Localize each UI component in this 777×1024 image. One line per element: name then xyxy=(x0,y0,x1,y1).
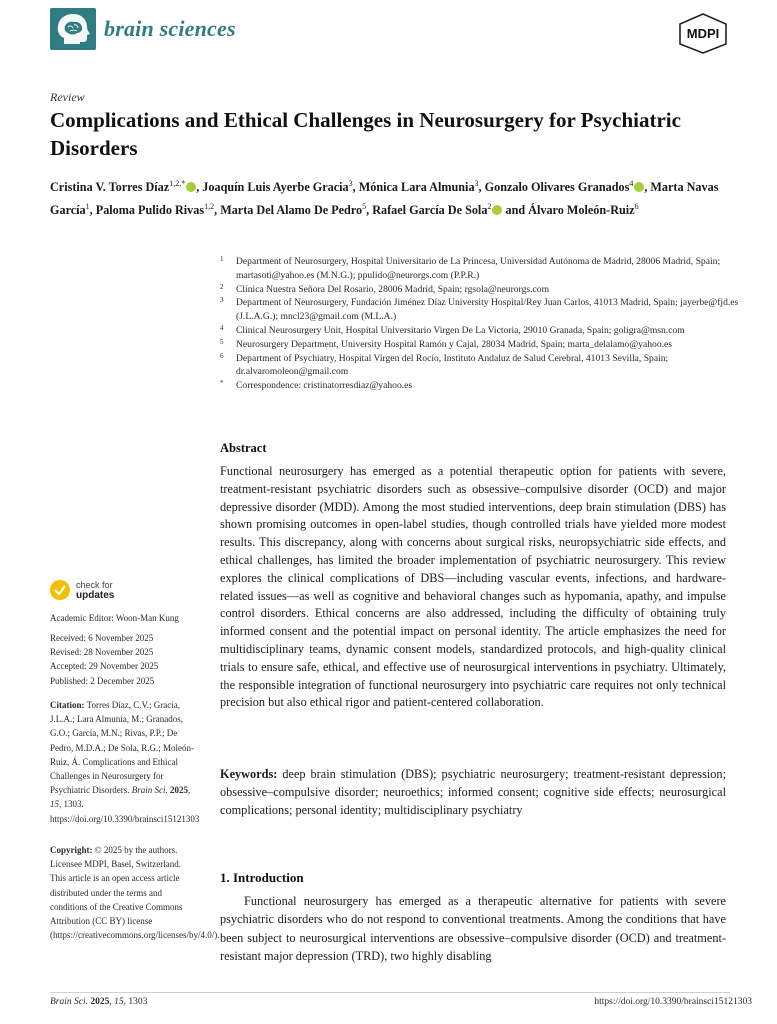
footer-volume: 15 xyxy=(114,997,124,1007)
author-name: Marta Navas García xyxy=(50,180,719,217)
affiliation-item xyxy=(220,352,740,380)
dates-block xyxy=(50,631,200,688)
orcid-icon[interactable] xyxy=(186,182,196,192)
author xyxy=(96,203,220,217)
author-affiliation-mark: 2 xyxy=(487,202,492,211)
author xyxy=(485,180,651,194)
affiliation-number: 4 xyxy=(220,323,224,332)
author-name: Gonzalo Olivares Granados xyxy=(484,180,630,194)
affiliation-number: 2 xyxy=(220,282,224,291)
revised-date: Revised: 28 November 2025 xyxy=(50,647,154,658)
affiliation-item xyxy=(220,379,740,393)
affiliation-item xyxy=(220,255,740,283)
journal-header xyxy=(50,8,730,54)
orcid-icon[interactable] xyxy=(492,205,502,215)
author-separator: , xyxy=(352,180,359,194)
citation-doi[interactable]: , 1303. https://doi.org/10.3390/brainsci15121303 xyxy=(50,799,200,824)
copyright-label: Copyright: xyxy=(50,845,93,855)
author-affiliation-mark: 6 xyxy=(634,202,639,211)
author xyxy=(372,203,528,217)
author-affiliation-mark: 1 xyxy=(85,202,90,211)
affiliation-item xyxy=(220,338,740,352)
author-affiliation-mark: 3 xyxy=(348,179,353,188)
author-name: Mónica Lara Almunia xyxy=(358,180,475,194)
author xyxy=(220,203,372,217)
section-heading-introduction: 1. Introduction xyxy=(220,870,304,885)
author xyxy=(202,180,358,194)
published-date: Published: 2 December 2025 xyxy=(50,675,155,686)
author-separator: , xyxy=(478,180,485,194)
affiliation-list xyxy=(220,255,740,393)
author-name: Cristina V. Torres Díaz xyxy=(50,180,170,194)
citation-text: Torres Díaz, C.V.; Gracia, J.L.A.; Lara Almunia, M.; Granados, G.O.; García, M.N.; Rivas, P.P.; De Pedro, M.D.A.; De Sola, R.G.; Moleón-Ruiz, Á. Complications and Ethical Challenges in Neurosurgery for Psychiatric Disorders. xyxy=(50,700,194,796)
brain-head-icon xyxy=(50,8,96,50)
author-affiliation-mark: 4 xyxy=(629,179,634,188)
affiliation-item xyxy=(220,324,740,338)
orcid-icon[interactable] xyxy=(634,182,644,192)
affiliation-number: 3 xyxy=(220,296,224,305)
author-separator: , xyxy=(196,180,203,194)
affiliation-text: Clínica Nuestra Señora Del Rosario, 28006 Madrid, Spain; rgsola@neurorgs.com xyxy=(236,283,550,295)
author-list xyxy=(50,174,740,220)
author-affiliation-mark: 1,2 xyxy=(204,202,215,211)
article-title: Complications and Ethical Challenges in Neurosurgery for Psychiatric Disorders xyxy=(50,108,681,160)
citation-label: Citation: xyxy=(50,700,85,710)
affiliation-text: Correspondence: cristinatorresdiaz@yahoo.es xyxy=(236,380,413,392)
abstract-heading: Abstract xyxy=(220,441,267,455)
check-for-updates-badge[interactable] xyxy=(50,578,160,604)
author-affiliation-mark: 5 xyxy=(362,202,367,211)
abstract-text: Functional neurosurgery has emerged as a potential therapeutic option for patients with severe, treatment-resistant psychiatric disorders such as obsessive–compulsive disorder (OCD) and major depressive disorder (MDD). Among the most studied interventions, deep brain stimulation (DBS) has shown promising outcomes in open-label studies, though controlled trials have yielded more modest results. This discrepancy, along with concerns about surgical risks, neuropsychiatric side effects, and ethical challenges, has limited the broader implementation of psychiatric neurosurgery. This review explores the clinical complications of DBS—including vascular events, infections, and hardware-related issues—as well as cognitive and behavioral changes such as hypomania, apathy, and impulse control disorders. Ethical concerns are also addressed, including the difficulty of obtaining truly informed consent and the potential impact on personal identity. The article emphasizes the need for multidisciplinary teams, dynamic consent models, standardized protocols, and high-quality clinical trials to ensure safe, ethical, and effective use of neurosurgical interventions in psychiatry. Ultimately, the responsible integration of functional neurosurgery into psychiatric care requires not only technical precision but also ethical rigor and patient-centered collaboration. xyxy=(220,464,726,710)
author-name: Paloma Pulido Rivas xyxy=(95,203,205,217)
author-name: Álvaro Moleón-Ruiz xyxy=(528,203,635,217)
author xyxy=(50,180,202,194)
footer-year: 2025 xyxy=(90,997,110,1007)
introduction-text: Functional neurosurgery has emerged as a therapeutic alternative for patients with severe psychiatric disorders who do not respond to conventional treatments. Among the conditions that have been subject to neurosurgical interventions are obsessive–compulsive disorder (OCD) and treatment-resistant major depression (TRD), two highly disabling xyxy=(220,894,726,963)
affiliation-text: Department of Neurosurgery, Hospital Universitario de La Princesa, Universidad Autónoma de Madrid, 28006 Madrid, Spain; martasoti@yahoo.es (M.N.G.); ppulido@neurorgs.com (P.P.R.) xyxy=(236,256,721,281)
publisher-name: MDPI xyxy=(686,26,720,41)
author-separator: , xyxy=(366,203,373,217)
citation-journal: Brain Sci. xyxy=(131,785,168,796)
affiliation-number: * xyxy=(220,379,224,388)
author-affiliation-mark: 3 xyxy=(474,179,479,188)
citation-year: 2025 xyxy=(169,785,188,796)
affiliation-number: 5 xyxy=(220,337,224,346)
affiliation-number: 1 xyxy=(220,255,224,263)
publisher-logo xyxy=(676,12,730,54)
keywords-label: Keywords: xyxy=(220,767,278,781)
affiliation-text: Department of Neurosurgery, Fundación Jiménez Díaz University Hospital/Rey Juan Carlos, 41013 Madrid, Spain; jayerbe@fjd.es (J.L.A.G.); mncl23@gmail.com (M.L.A.) xyxy=(236,297,739,323)
footer-divider xyxy=(50,992,730,993)
footer-article-number: , 1303 xyxy=(123,997,148,1007)
author-affiliation-mark: 1,2,* xyxy=(169,179,186,188)
article-type: Review xyxy=(50,90,85,104)
affiliation-text: Neurosurgery Department, University Hospital Ramón y Cajal, 28034 Madrid, Spain; marta_delalamo@yahoo.es xyxy=(236,338,673,350)
citation-block: Citation: Torres Díaz, C.V.; Gracia, J.L.A.; Lara Almunia, M.; Granados, G.O.; García, M.N.; Rivas, P.P.; De Pedro, M.D.A.; De Sola, R.G.; Moleón-Ruiz, Á. Complications and Ethical Challenges in Neurosurgery for Psychiatric Disorders. Brain Sci. 2025, 15, 1303. https://doi.org/10.3390/brainsci15121303 xyxy=(50,700,200,824)
affiliation-text: Department of Psychiatry, Hospital Virgen del Rocío, Instituto Andaluz de Salud Cerebral, 41013 Sevilla, Spain; dr.alvaromoleon@gmail.com xyxy=(236,352,669,378)
check-updates-icon xyxy=(50,580,70,600)
journal-name: brain sciences xyxy=(104,16,236,41)
citation-volume: 15 xyxy=(50,799,59,810)
affiliation-number: 6 xyxy=(220,351,224,360)
copyright-block xyxy=(50,843,220,942)
affiliation-text: Clinical Neurosurgery Unit, Hospital Universitario Virgen De La Victoria, 29010 Granada, Spain; goligra@msn.com xyxy=(236,324,685,336)
keywords-text: deep brain stimulation (DBS); psychiatric neurosurgery; treatment-resistant depression; obsessive–compulsive disorder; neuroethics; informed consent; cognitive side effects; neurosurgical complications; personal identity; multidisciplinary psychiatry xyxy=(220,767,726,817)
received-date: Received: 6 November 2025 xyxy=(50,633,154,643)
author-name: Marta Del Alamo De Pedro xyxy=(220,203,363,217)
author-name: Rafael García De Sola xyxy=(372,203,488,217)
footer-journal: Brain Sci. xyxy=(50,997,88,1007)
author-separator: , xyxy=(214,203,221,217)
footer-citation: Brain Sci. 2025, 15, 1303 xyxy=(50,997,148,1007)
updates-label: updates xyxy=(76,590,115,601)
author-separator: , xyxy=(89,203,96,217)
author xyxy=(528,203,638,217)
check-for-label: check for xyxy=(76,580,113,590)
footer-doi-link[interactable]: https://doi.org/10.3390/brainsci15121303 xyxy=(594,997,752,1007)
affiliation-item xyxy=(220,283,740,297)
author-separator: and xyxy=(502,203,529,217)
affiliation-item xyxy=(220,296,740,324)
keywords xyxy=(220,766,726,819)
author-name: Joaquín Luis Ayerbe Gracia xyxy=(202,180,349,194)
accepted-date: Accepted: 29 November 2025 xyxy=(50,661,159,672)
copyright-text: © 2025 by the authors. Licensee MDPI, Basel, Switzerland. This article is an open access article distributed under the terms and conditions of the Creative Commons Attribution (CC BY) license (https://creativecommons.org/licenses/by/4.0/). xyxy=(50,845,220,941)
author-separator: , xyxy=(644,180,651,194)
academic-editor: Academic Editor: Woon-Man Kung xyxy=(50,613,179,623)
author xyxy=(359,180,485,194)
